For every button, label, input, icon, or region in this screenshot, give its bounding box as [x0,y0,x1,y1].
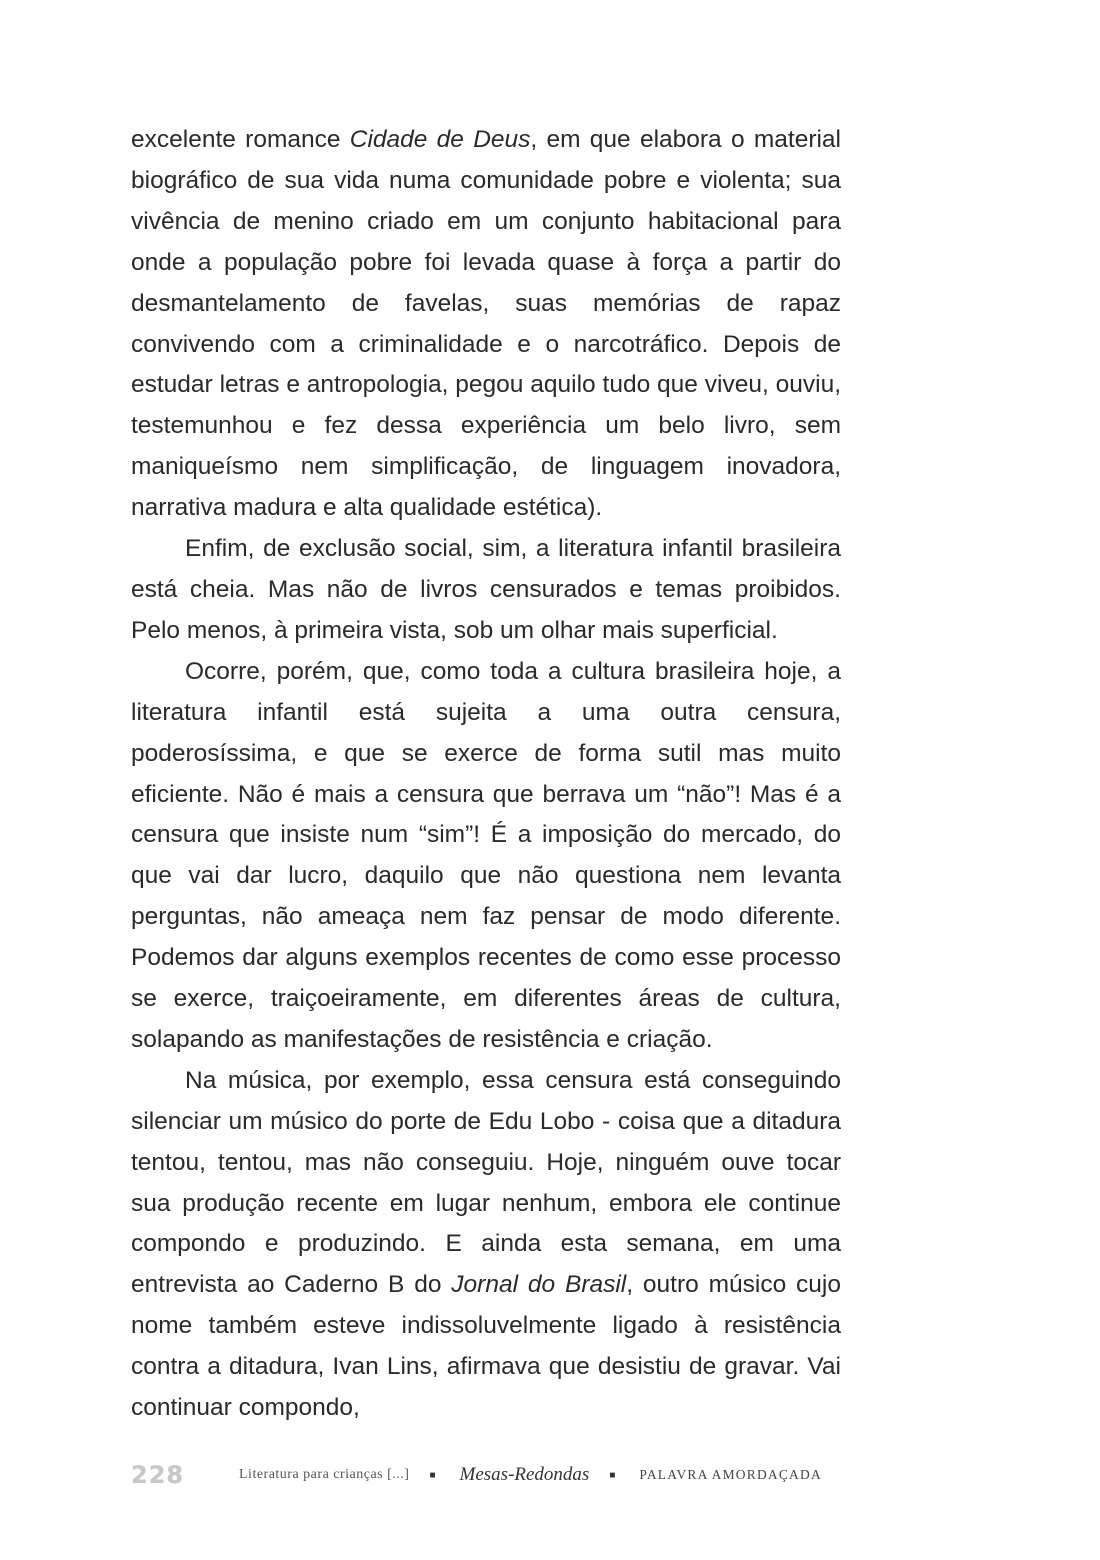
page-body-text [131,120,841,1429]
paragraph-4-text-c: , outro músico cujo nome também esteve indissoluvelmente ligado à resistência contra a ditadura, Ivan Lins, afirmava que desistiu de gravar. Vai continuar compondo, [131,1271,841,1422]
book-title: PALAVRA AMORDAÇADA [639,1467,822,1482]
section-name: Mesas-Redondas [459,1464,590,1485]
paragraph-4-text-a: Na música, por exemplo, essa censura está conseguindo silenciar um músico do porte de Edu Lobo - coisa que a ditadura tentou, tentou, mas não conseguiu. Hoje, ninguém ouve tocar sua produção recente em lugar nenhum, embora ele continue compondo e produzindo. E ainda esta semana, em uma entrevista ao Caderno B do [131,1066,841,1299]
paragraph-1-text-c: , em que elabora o material biográfico de sua vida numa comunidade pobre e violenta; sua vivência de menino criado em um conjunto habitacional para onde a população pobre foi levada quase à força a partir do desmantelamento de favelas, suas memórias de rapaz convivendo com a criminalidade e o narcotráfico. Depois de estudar letras e antropologia, pegou aquilo tudo que viveu, ouviu, testemunhou e fez dessa experiência um belo livro, sem maniqueísmo nem simplificação, de linguagem inovadora, narrativa madura e alta qualidade estética). [131,126,841,522]
paragraph-1-text-a: excelente romance [131,126,350,153]
page-footer [131,1460,843,1490]
running-title: Literatura para crianças [...] [239,1467,410,1482]
footer-separator-2: ■ [609,1469,616,1481]
book-title-cidade-de-deus: Cidade de Deus [349,126,531,153]
footer-separator-1: ■ [429,1469,436,1481]
paragraph-3: Ocorre, porém, que, como toda a cultura brasileira hoje, a literatura infantil está sujeita a uma outra censura, poderosíssima, e que se exerce de forma sutil mas muito eficiente. Não é mais a censura que berrava um “não”! Mas é a censura que insiste num “sim”! É a imposição do mercado, do que vai dar lucro, daquilo que não questiona nem levanta perguntas, não ameaça nem faz pensar de modo diferente. Podemos dar alguns exemplos recentes de como esse processo se exerce, traiçoeiramente, em diferentes áreas de cultura, solapando as manifestações de resistência e criação. [131,657,841,1053]
paragraph-2: Enfim, de exclusão social, sim, a literatura infantil brasileira está cheia. Mas não de livros censurados e temas proibidos. Pelo menos, à primeira vista, sob um olhar mais superficial. [131,535,841,644]
page-number: 228 [131,1461,185,1489]
paragraph-4 [131,1061,841,1429]
paragraph-1 [131,120,841,529]
newspaper-title-jornal-do-brasil: Jornal do Brasil [451,1271,627,1299]
